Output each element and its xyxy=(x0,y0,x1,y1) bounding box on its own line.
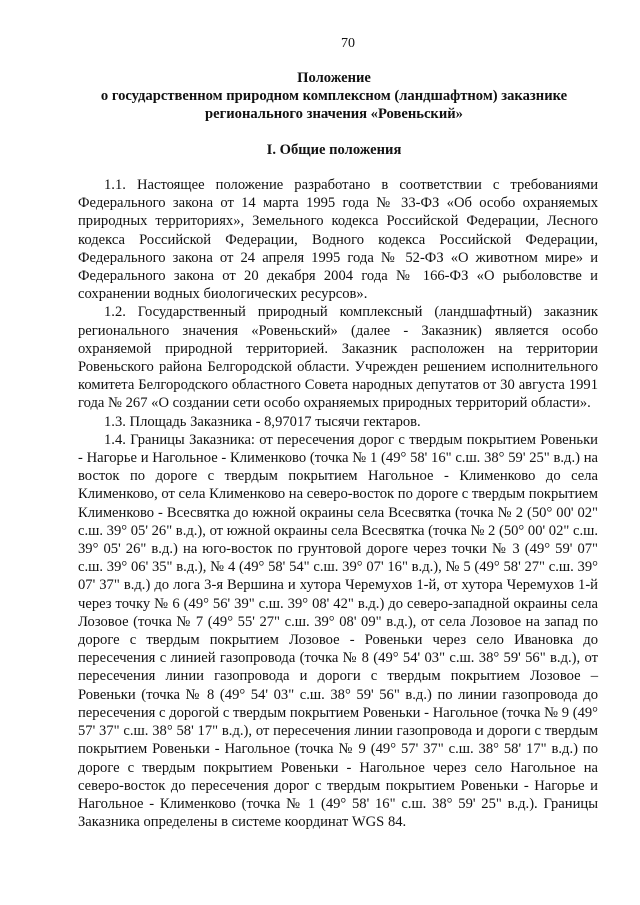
section-heading: I. Общие положения xyxy=(266,142,402,158)
paragraph-1-4: 1.4. Границы Заказника: от пересечения дорог с твердым покрытием Ровеньки - Нагорье и Нагольное - Клименково (точка № 1 (49° 58' 16" с.ш. 38° 59' 25" в.д.) на восток по дороге с твердым покрытием Нагольное - Клименково до села Клименково, от села Клименково на северо-восток по дороге с твердым покрытием Клименково - Всесвятка до южной окраины села Всесвятка (точка № 2 (50° 00' 02" с.ш. 39° 05' 26" в.д.), от южной окраины села Всесвятка (точка № 2 (50° 00' 02" с.ш. 39° 05' 26" в.д.) на юго-восток по грунтовой дороге через точки № 3 (49° 59' 07" с.ш. 39° 06' 35" в.д.), № 4 (49° 58' 54" с.ш. 39° 07' 16" в.д.), № 5 (49° 58' 27" с.ш. 39° 07' 37" в.д.) до лога 3-я Вершина и хутора Черемухов 1-й, от хутора Черемухов 1-й через точку № 6 (49° 56' 39" с.ш. 39° 08' 42" в.д.) до северо-западной окраины села Лозовое (точка № 7 (49° 55' 27" с.ш. 39° 08' 09" в.д.), от села Лозовое на запад по дороге с твердым покрытием Лозовое - Ровеньки через село Ивановка до пересечения с линией газопровода (точка № 8 (49° 54' 03" с.ш. 38° 59' 56" в.д.), от пересечения линии газопровода и дороги с твердым покрытием Лозовое – Ровеньки (точка № 8 (49° 54' 03" с.ш. 38° 59' 56" в.д.) по линии газопровода до пересечения с дорогой с твердым покрытием Ровеньки - Нагольное (точка № 9 (49° 57' 37" с.ш. 38° 58' 17" в.д.), от пересечения линии газопровода и дороги с твердым покрытием Ровеньки - Нагольное (точка № 9 (49° 57' 37" с.ш. 38° 58' 17" в.д.) по дороге с твердым покрытием Ровеньки - Нагольное через село Нагольное на северо-восток до пересечения дорог с твердым покрытием Ровеньки - Нагорье и Нагольное - Клименково (точка № 1 (49° 58' 16" с.ш. 38° 59' 25" в.д.). Границы Заказника определены в системе координат WGS 84. xyxy=(78,431,599,831)
title-line-1: Положение xyxy=(297,70,371,86)
page-number: 70 xyxy=(341,36,355,51)
paragraph-1-2: 1.2. Государственный природный комплексный (ландшафтный) заказник регионального значения «Ровеньский» (далее - Заказник) является особо охраняемой природной территорией. Заказник расположен на территории Ровеньского района Белгородской области. Учрежден решением исполнительного комитета Белгородского областного Совета народных депутатов от 30 августа 1991 года № 267 «О создании сети особо охраняемых природных территорий области». xyxy=(78,304,598,412)
body-text xyxy=(78,176,598,831)
paragraph-1-1: 1.1. Настоящее положение разработано в соответствии с требованиями Федерального закона от 14 марта 1995 года № 33-ФЗ «Об особо охраняемых природных территориях», Земельного кодекса Российской Федерации, Лесного кодекса Российской Федерации, Водного кодекса Российской Федерации, Федерального закона от 24 апреля 1995 года № 52-ФЗ «О животном мире» и Федерального закона от 20 декабря 2004 года № 166-ФЗ «О рыболовстве и сохранении водных биологических ресурсов». xyxy=(78,177,598,303)
paragraph-1-3: 1.3. Площадь Заказника - 8,97017 тысячи гектаров. xyxy=(104,413,421,430)
title-line-3: регионального значения «Ровеньский» xyxy=(205,106,463,122)
title-line-2: о государственном природном комплексном (ландшафтном) заказнике xyxy=(100,88,568,104)
document-title xyxy=(78,69,590,123)
